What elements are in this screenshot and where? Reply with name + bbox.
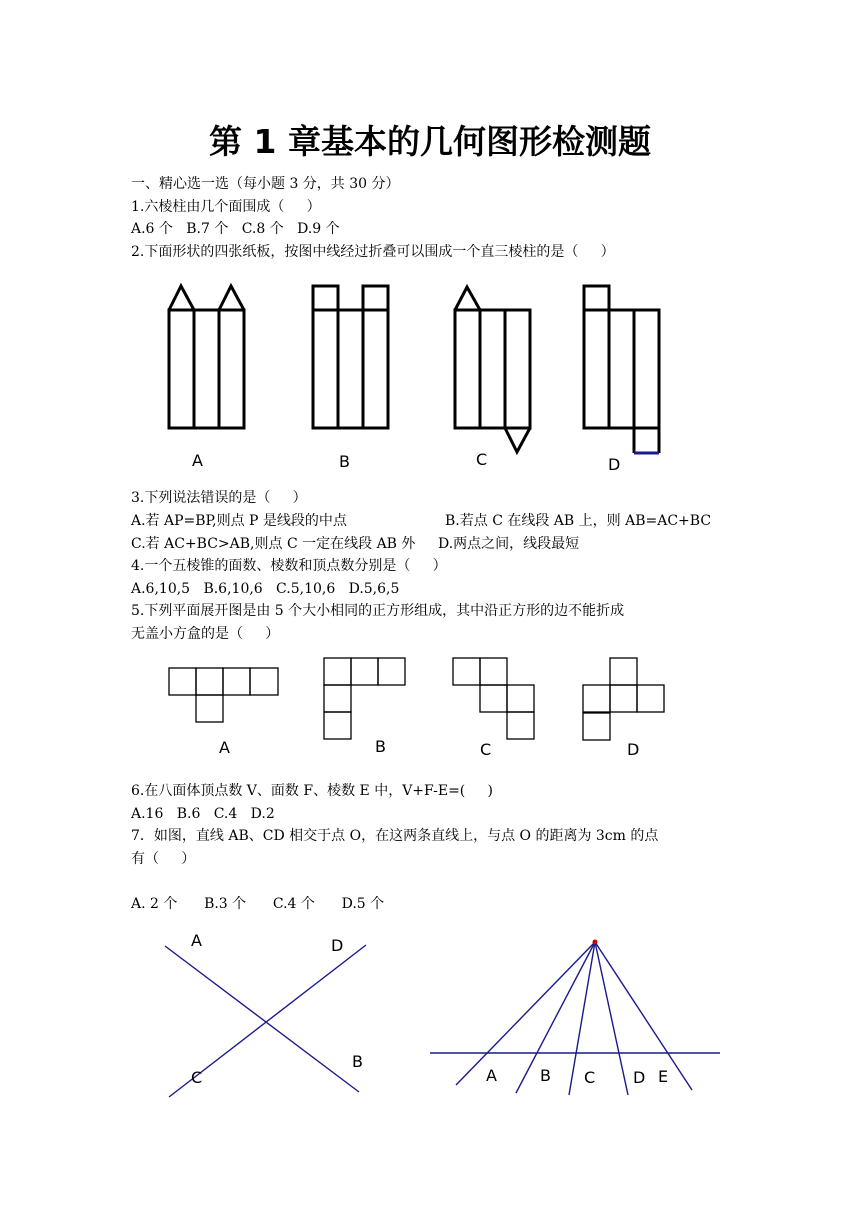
q3-option-b: B.若点 C 在线段 AB 上，则 AB=AC+BC [445,513,712,529]
q5-label-d: D [627,740,640,759]
q7-figure-fan-lines [430,942,720,1095]
q7-fig2-label-c: C [584,1068,596,1087]
q2-label-a: A [192,451,203,470]
page-title: 第 1 章基本的几何图形检测题 [209,122,651,161]
q7-fig1-label-d: D [331,936,344,955]
q2-figure-c [455,287,530,452]
apex-point [593,940,598,945]
q3-option-c: C.若 AC+BC>AB,则点 C 一定在线段 AB 外 [131,536,416,552]
q7-fig2-label-b: B [540,1066,551,1085]
q1-stem: 1.六棱柱由几个面围成（ ） [131,199,321,215]
q2-stem: 2.下面形状的四张纸板，按图中线经过折叠可以围成一个直三棱柱的是（ ） [131,244,615,260]
q7-fig1-label-a: A [191,931,202,950]
q6-options: A.16 B.6 C.4 D.2 [131,806,275,822]
q5-net-a [169,668,278,722]
q2-label-c: C [476,450,488,469]
q7-fig2-label-a: A [486,1066,497,1085]
q2-label-b: B [339,452,350,471]
q5-label-c: C [480,740,492,759]
q7-options: A. 2 个 B.3 个 C.4 个 D.5 个 [131,896,385,912]
q2-label-d: D [608,455,621,474]
q4-options: A.6,10,5 B.6,10,6 C.5,10,6 D.5,6,5 [131,581,400,597]
q5-stem-line2: 无盖小方盒的是（ ） [131,626,280,642]
q7-fig1-label-c: C [191,1068,203,1087]
q2-figure-d [584,286,659,453]
q3-option-a: A.若 AP=BP,则点 P 是线段的中点 [131,513,347,529]
q2-figure-b [313,286,388,428]
q5-label-b: B [375,737,386,756]
q4-stem: 4.一个五棱锥的面数、棱数和顶点数分别是（ ） [131,558,447,574]
q5-stem-line1: 5.下列平面展开图是由 5 个大小相同的正方形组成，其中沿正方形的边不能折成 [131,603,625,619]
q5-net-b [324,658,405,739]
section-heading: 一、精心选一选（每小题 3 分，共 30 分） [131,176,400,192]
q7-fig1-label-b: B [352,1052,363,1071]
q7-stem-line2: 有（ ） [131,851,196,867]
q3-stem: 3.下列说法错误的是（ ） [131,490,307,506]
q5-label-a: A [219,738,230,757]
q6-stem: 6.在八面体顶点数 V、面数 F、棱数 E 中，V+F-E=( ) [131,783,493,799]
q7-fig2-label-e: E [658,1067,669,1086]
q2-figure-a [169,286,244,428]
q7-stem-line1: 7．如图，直线 AB、CD 相交于点 O，在这两条直线上，与点 O 的距离为 3cm 的点 [131,828,659,844]
q3-option-d: D.两点之间，线段最短 [438,536,580,552]
q1-options: A.6 个 B.7 个 C.8 个 D.9 个 [131,221,340,237]
q7-fig2-label-d: D [633,1068,646,1087]
q5-net-d [583,658,664,740]
q5-net-c [453,658,534,739]
